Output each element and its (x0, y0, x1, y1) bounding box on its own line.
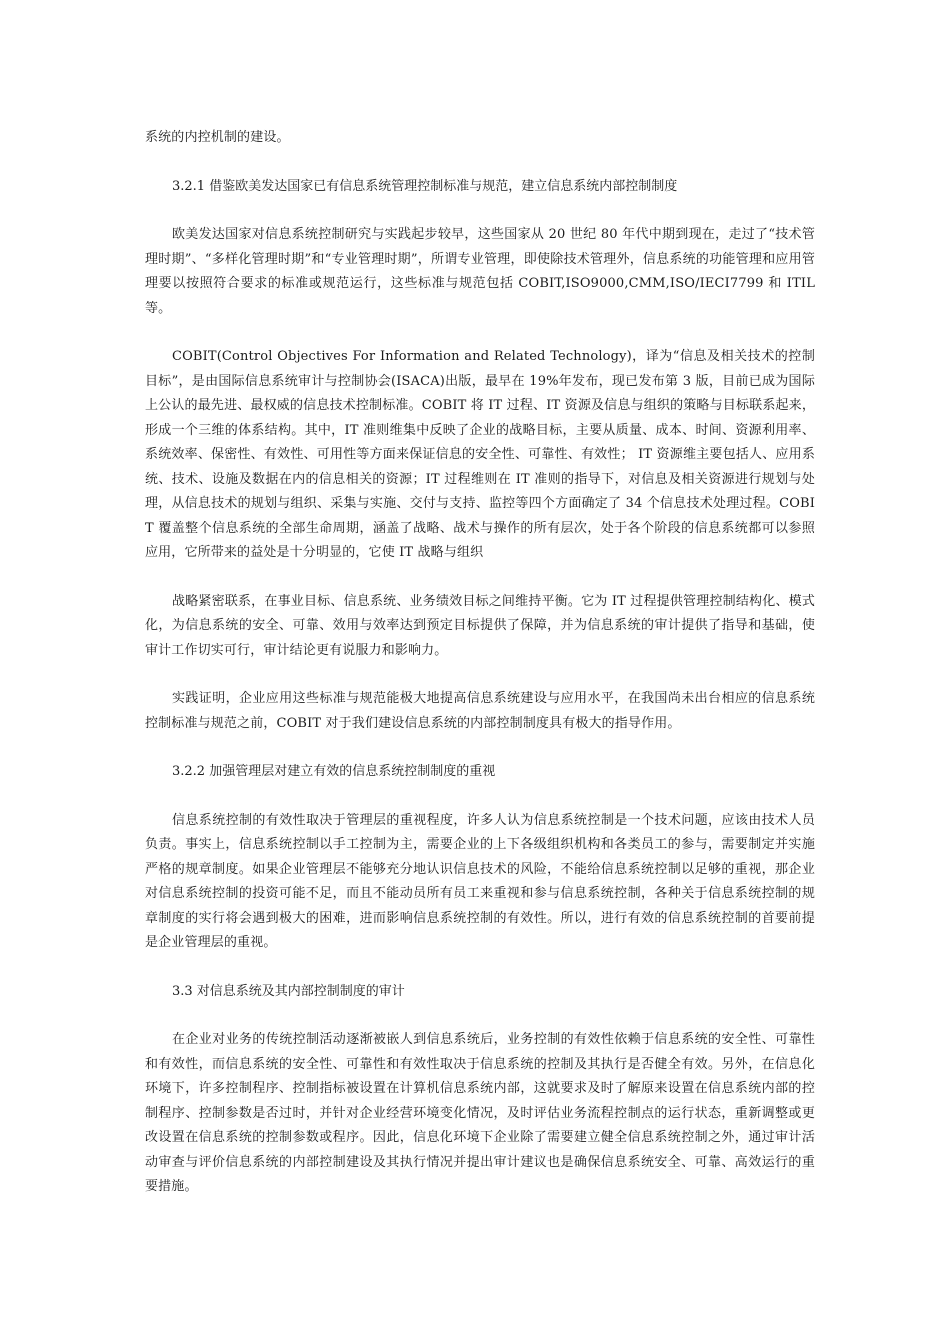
paragraph-cobit-overview: COBIT(Control Objectives For Information and Related Technology)，译为“信息及相关技术的控制目标”，是由国际信息系统审计与控制协会(ISACA)出版，最早在 19%年发布，现已发布第 3 版，目前已成为国际上公认的最先进、最权威的信息技术控制标准。COBIT 将 IT 过程、IT 资源及信息与组织的策略与目标联系起来，形成一个三维的体系结构。其中，IT 准则维集中反映了企业的战略目标，主要从质量、成本、时间、资源利用率、系统效率、保密性、有效性、可用性等方面来保证信息的安全性、可靠性、有效性； IT 资源维主要包括人、应用系统、技术、设施及数据在内的信息相关的资源；IT 过程维则在 IT 准则的指导下，对信息及相关资源进行规划与处理，从信息技术的规划与组织、采集与实施、交付与支持、监控等四个方面确定了 34 个信息技术处理过程。COBIT 覆盖整个信息系统的全部生命周期，涵盖了战略、战术与操作的所有层次，处于各个阶段的信息系统都可以参照应用，它所带来的益处是十分明显的，它使 IT 战略与组织 (145, 349, 815, 560)
section-heading-3-2-1: 3.2.1 借鉴欧美发达国家已有信息系统管理控制标准与规范，建立信息系统内部控制制度 (172, 178, 678, 194)
paragraph-cobit-benefits: 战略紧密联系，在事业目标、信息系统、业务绩效目标之间维持平衡。它为 IT 过程提供管理控制结构化、模式化，为信息系统的安全、可靠、效用与效率达到预定目标提供了保障，并为信息系统的审计提供了指导和基础，使审计工作切实可行，审计结论更有说服力和影响力。 (145, 593, 815, 658)
paragraph-practice-proof: 实践证明，企业应用这些标准与规范能极大地提高信息系统建设与应用水平，在我国尚未出台相应的信息系统控制标准与规范之前，COBIT 对于我们建设信息系统的内部控制制度具有极大的指导作用。 (145, 691, 815, 731)
paragraph-system-audit: 在企业对业务的传统控制活动逐渐被嵌人到信息系统后，业务控制的有效性依赖于信息系统的安全性、可靠性和有效性，而信息系统的安全性、可靠性和有效性取决于信息系统的控制及其执行是否健全有效。另外，在信息化环境下，许多控制程序、控制指标被设置在计算机信息系统内部，这就要求及时了解原来设置在信息系统内部的控制程序、控制参数是否过时，并针对企业经营环境变化情况，及时评估业务流程控制点的运行状态，重新调整或更改设置在信息系统的控制参数或程序。因此，信息化环境下企业除了需要建立健全信息系统控制之外，通过审计活动审查与评价信息系统的内部控制建设及其执行情况并提出审计建议也是确保信息系统安全、可靠、高效运行的重要措施。 (145, 1032, 815, 1194)
paragraph-management-attention: 信息系统控制的有效性取决于管理层的重视程度，许多人认为信息系统控制是一个技术问题，应该由技术人员负责。事实上，信息系统控制以手工控制为主，需要企业的上下各级组织机构和各类员工的参与，需要制定并实施严格的规章制度。如果企业管理层不能够充分地认识信息技术的风险，不能给信息系统控制以足够的重视，那企业对信息系统控制的投资可能不足，而且不能动员所有员工来重视和参与信息系统控制，各种关于信息系统控制的规章制度的实行将会遇到极大的困难，进而影响信息系统控制的有效性。所以，进行有效的信息系统控制的首要前提是企业管理层的重视。 (145, 812, 815, 950)
document-page (145, 126, 815, 1224)
section-heading-3-2-2: 3.2.2 加强管理层对建立有效的信息系统控制制度的重视 (172, 764, 496, 779)
paragraph-continuation: 系统的内控机制的建设。 (145, 130, 290, 145)
paragraph-standards-history: 欧美发达国家对信息系统控制研究与实践起步较早，这些国家从 20 世纪 80 年代中期到现在，走过了“技术管理时期”、“多样化管理时期”和“专业管理时期”，所谓专业管理，即使除技术管理外，信息系统的功能管理和应用管理要以按照符合要求的标准或规范运行，这些标准与规范包括 COBIT,ISO9000,CMM,ISO/IECI7799 和 ITIL 等。 (145, 227, 815, 316)
section-heading-3-3: 3.3 对信息系统及其内部控制制度的审计 (172, 983, 405, 999)
